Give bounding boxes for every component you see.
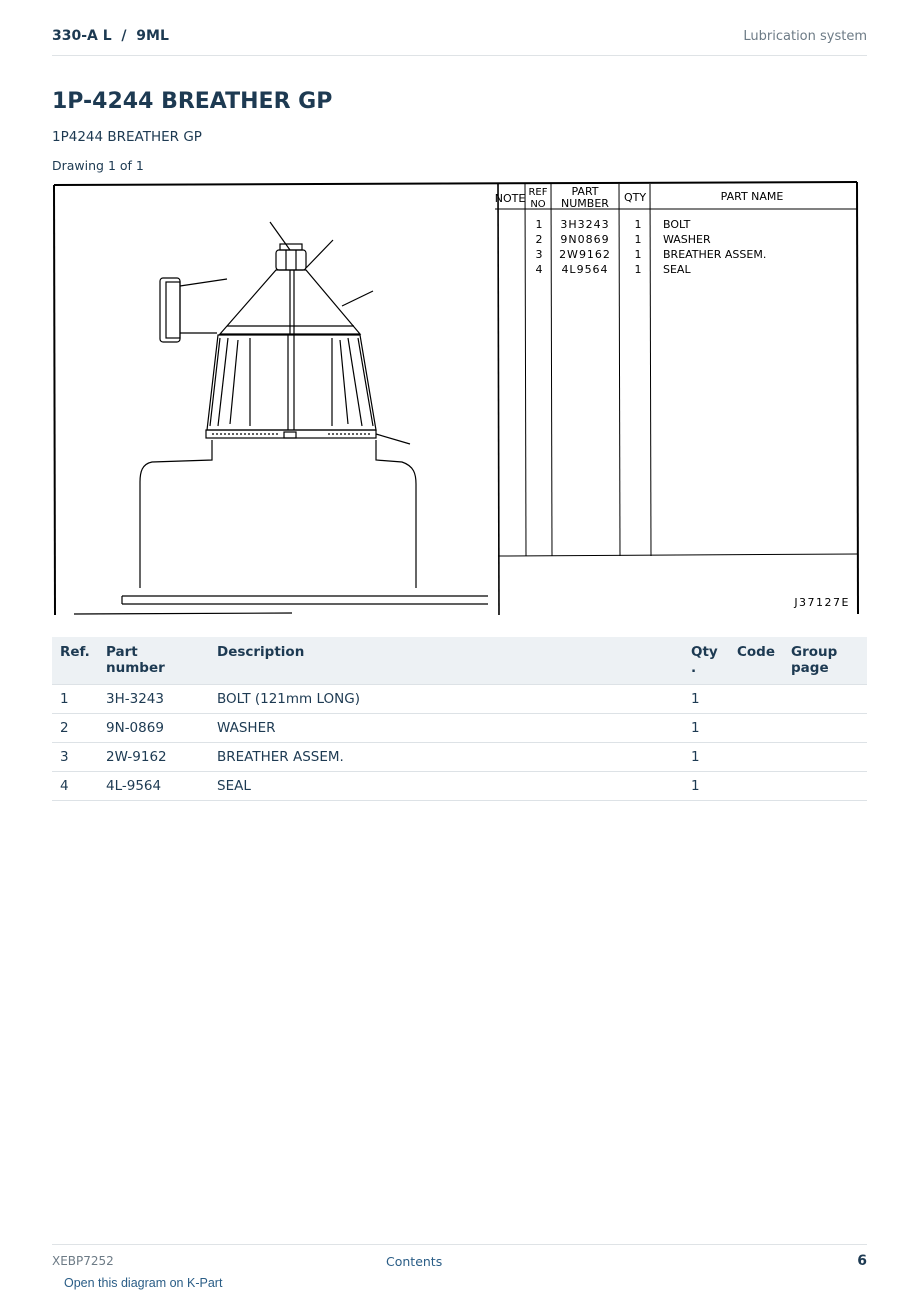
cell-ref: 2 [52, 714, 98, 743]
diagram-row-part: 9N0869 [560, 233, 610, 246]
cell-part-number: 9N-0869 [98, 714, 209, 743]
cell-code [729, 772, 783, 801]
cell-group-page [783, 772, 867, 801]
cell-group-page [783, 743, 867, 772]
model-label: 330-A L / 9ML [52, 28, 169, 44]
col-part-number-header: Part number [98, 637, 209, 685]
cell-part-number: 4L-9564 [98, 772, 209, 801]
diagram-row-qty: 1 [634, 263, 642, 276]
diagram-col-no: NO [530, 199, 546, 210]
page-subtitle: 1P4244 BREATHER GP [52, 129, 202, 145]
diagram-row-part: 4L9564 [561, 263, 609, 276]
cell-code [729, 685, 783, 714]
cell-part-number: 3H-3243 [98, 685, 209, 714]
cell-description: BOLT (121mm LONG) [209, 685, 683, 714]
diagram-col-ref: REF [528, 187, 548, 198]
cell-description: WASHER [209, 714, 683, 743]
table-row [52, 714, 867, 743]
parts-table [52, 637, 867, 801]
page-number: 6 [857, 1253, 867, 1269]
section-label: Lubrication system [743, 29, 867, 44]
table-row [52, 772, 867, 801]
table-header-row [52, 637, 867, 685]
diagram-row-part: 2W9162 [559, 248, 611, 261]
diagram-row-name: SEAL [663, 263, 691, 276]
open-in-kpart-link[interactable]: Open this diagram on K-Part [64, 1276, 223, 1290]
cell-code [729, 714, 783, 743]
diagram-row-ref: 3 [535, 248, 543, 261]
table-row [52, 743, 867, 772]
diagram-col-part: PART [571, 185, 599, 198]
diagram-image [52, 178, 862, 618]
page-header [52, 28, 867, 56]
diagram-row-part: 3H3243 [560, 218, 610, 231]
drawing-label: Drawing 1 of 1 [52, 158, 144, 173]
diagram-col-note: NOTE [494, 192, 526, 205]
page-title: 1P-4244 BREATHER GP [52, 89, 333, 114]
contents-link[interactable]: Contents [386, 1254, 443, 1269]
drawing-code: J37127E [794, 596, 850, 609]
cell-group-page [783, 714, 867, 743]
cell-qty: 1 [683, 714, 729, 743]
breather-drawing [74, 222, 488, 614]
diagram-row-name: WASHER [663, 233, 711, 246]
diagram-col-number: NUMBER [561, 197, 609, 210]
cell-qty: 1 [683, 685, 729, 714]
cell-qty: 1 [683, 743, 729, 772]
diagram-row-ref: 2 [535, 233, 543, 246]
cell-ref: 3 [52, 743, 98, 772]
diagram-row-qty: 1 [634, 218, 642, 231]
col-ref-header: Ref. [52, 637, 98, 685]
cell-ref: 4 [52, 772, 98, 801]
diagram-row-ref: 4 [535, 263, 543, 276]
col-description-header: Description [209, 637, 683, 685]
diagram-row-name: BOLT [663, 218, 691, 231]
diagram-row-name: BREATHER ASSEM. [663, 248, 767, 261]
cell-description: BREATHER ASSEM. [209, 743, 683, 772]
page-footer [52, 1244, 867, 1275]
cell-qty: 1 [683, 772, 729, 801]
cell-description: SEAL [209, 772, 683, 801]
col-group-page-header: Group page [783, 637, 867, 685]
parts-diagram[interactable] [52, 178, 862, 618]
col-code-header: Code [729, 637, 783, 685]
cell-code [729, 743, 783, 772]
diagram-col-qty: QTY [623, 191, 647, 204]
cell-ref: 1 [52, 685, 98, 714]
document-code: XEBP7252 [52, 1254, 114, 1268]
diagram-row-qty: 1 [634, 248, 642, 261]
diagram-row-qty: 1 [634, 233, 642, 246]
table-row [52, 685, 867, 714]
cell-part-number: 2W-9162 [98, 743, 209, 772]
diagram-row-ref: 1 [535, 218, 543, 231]
diagram-col-part-name: PART NAME [720, 190, 784, 203]
cell-group-page [783, 685, 867, 714]
col-qty-header: Qty . [683, 637, 729, 685]
